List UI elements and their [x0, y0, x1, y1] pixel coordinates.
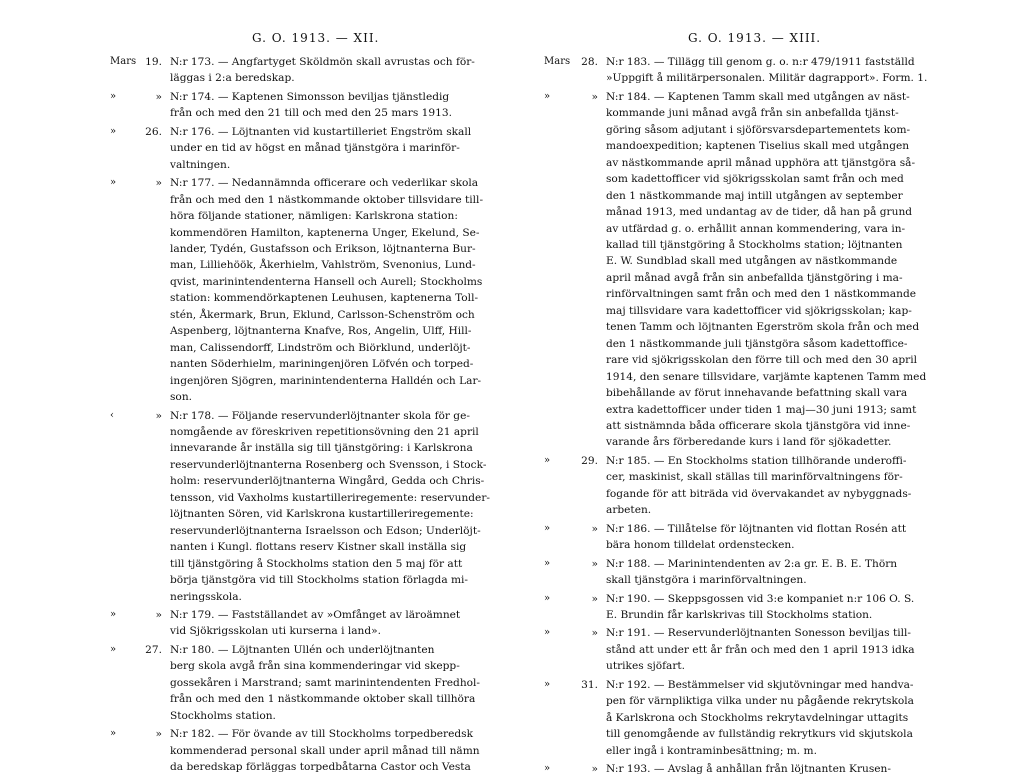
- order-entry: [0, 89, 538, 122]
- entry-text-line: till tjänstgöring å Stockholms station den 5 maj för att: [170, 557, 463, 570]
- order-entry: [538, 89, 1024, 451]
- entry-text-line: nomgående av föreskriven repetitionsövning den 21 april: [170, 425, 479, 438]
- entry-text-line: N:r 179. — Fastställandet av »Omfånget av läroämnet: [170, 608, 461, 621]
- entry-text-line: N:r 188. — Marinintendenten av 2:a gr. E. B. E. Thörn: [606, 557, 898, 570]
- entry-date: »: [155, 409, 162, 422]
- entry-text-line: reservunderlöjtnanterna Israelsson och Edson; Underlöjt-: [170, 524, 481, 537]
- entry-list: [0, 54, 538, 775]
- entry-text-line: kommenderad personal skall under april månad till nämn: [170, 744, 480, 757]
- entry-date: »: [155, 177, 162, 190]
- entry-text-line: nanten i Kungl. flottans reserv Kistner skall inställa sig: [170, 541, 467, 554]
- entry-month: »: [110, 177, 117, 189]
- entry-text-line: qvist, marinintendenterna Hansell och Aurell; Stockholms: [170, 275, 483, 288]
- entry-text-line: bibehållande av förut innehavande befattning skall vara: [606, 387, 908, 400]
- entry-text-line: valtningen.: [170, 158, 231, 171]
- entry-text-line: från och med den 1 nästkommande oktober tillsvidare till-: [170, 193, 484, 206]
- entry-text-line: N:r 183. — Tillägg till genom g. o. n:r 479/1911 fastställd: [606, 56, 915, 68]
- entry-text-line: N:r 192. — Bestämmelser vid skjutövningar med handva-: [606, 678, 914, 691]
- entry-text-line: innevarande år inställa sig till tjänstgöring: i Karlskrona: [170, 442, 473, 455]
- entry-text-line: Stockholms station.: [170, 709, 276, 722]
- entry-text-line: från och med den 21 till och med den 25 mars 1913.: [170, 107, 452, 120]
- entry-month: »: [544, 763, 551, 775]
- entry-text-line: ingenjören Sjögren, marinintendenterna Halldén och Lar-: [170, 374, 482, 387]
- entry-month: »: [544, 557, 551, 569]
- right-page: [538, 0, 1024, 778]
- entry-text-line: kommande juni månad avgå från sin anbefallda tjänst-: [606, 107, 899, 120]
- entry-list: [538, 54, 1024, 777]
- entry-date: 28.: [581, 56, 598, 68]
- order-entry: [0, 607, 538, 640]
- order-entry: [538, 556, 1024, 589]
- entry-text-line: N:r 182. — För övande av till Stockholms torpedberedsk: [170, 728, 474, 741]
- entry-text-line: läggas i 2:a beredskap.: [170, 72, 295, 85]
- entry-text-line: börja tjänstgöra vid till Stockholms station förlagda mi-: [170, 574, 469, 587]
- entry-text-line: tenen Tamm och löjtnanten Egerström skola från och med: [606, 321, 920, 334]
- entry-month: »: [110, 643, 117, 655]
- entry-text-line: maj tillsvidare vara kadettofficer vid sjökrigsskolan; kap-: [606, 304, 912, 317]
- entry-text-line: från och med den 1 nästkommande oktober skall tillhöra: [170, 693, 476, 706]
- entry-text-line: E. W. Sundblad skall med utgången av nästkommande: [606, 255, 898, 268]
- entry-text-line: stånd att under ett år från och med den 1 april 1913 idka: [606, 643, 915, 656]
- order-entry: [0, 175, 538, 405]
- entry-text-line: reservunderlöjtnanterna Rosenberg och Svensson, i Stock-: [170, 458, 487, 471]
- entry-text-line: N:r 185. — En Stockholms station tillhörande underoffi-: [606, 454, 907, 467]
- entry-text-line: den 1 nästkommande juli tjänstgöra såsom kadettoffice-: [606, 337, 908, 350]
- entry-text-line: göring såsom adjutant i sjöförsvarsdepartementets kom-: [606, 123, 911, 136]
- entry-text-line: å Karlskrona och Stockholms rekrytavdelningar uttagits: [606, 711, 909, 724]
- entry-month: »: [544, 592, 551, 604]
- entry-text-line: arbeten.: [606, 504, 652, 517]
- entry-text-line: N:r 193. — Avslag å anhållan från löjtnanten Krusen-: [606, 763, 891, 776]
- entry-text-line: N:r 186. — Tillåtelse för löjtnanten vid flottan Rosén att: [606, 522, 907, 535]
- entry-date: 29.: [581, 454, 598, 467]
- entry-text-line: pen för värnpliktiga vilka under nu pågående rekrytskola: [606, 695, 914, 708]
- entry-date: »: [591, 557, 598, 570]
- entry-date: »: [155, 90, 162, 103]
- order-entry: [538, 625, 1024, 674]
- entry-text-line: berg skola avgå från sina kommenderingar vid skepp-: [170, 660, 460, 673]
- entry-text-line: som kadettofficer vid sjökrigsskolan samt från och med: [606, 173, 904, 186]
- entry-text-line: rare vid sjökrigsskolan den förre till och med den 30 april: [606, 354, 918, 367]
- entry-text-line: rinförvaltningen samt från och med den 1 nästkommande: [606, 288, 916, 301]
- entry-text-line: N:r 191. — Reservunderlöjtnanten Sonesson beviljas till-: [606, 627, 911, 640]
- order-entry: [538, 591, 1024, 624]
- entry-month: »: [110, 728, 117, 740]
- entry-text-line: E. Brundin får karlskrivas till Stockholms station.: [606, 608, 873, 621]
- entry-text-line: utrikes sjöfart.: [606, 660, 686, 673]
- entry-text-line: cer, maskinist, skall ställas till marinförvaltningens för-: [606, 471, 903, 484]
- entry-text-line: »Uppgift å militärpersonalen. Militär dagrapport». Form. 1.: [606, 72, 928, 85]
- entry-text-line: av nästkommande april månad upphöra att tjänstgöra så-: [606, 156, 916, 169]
- entry-text-line: holm: reservunderlöjtnanterna Wingård, Gedda och Chris-: [170, 475, 485, 488]
- entry-month: Mars: [544, 56, 571, 67]
- order-entry: [0, 642, 538, 724]
- entry-date: 19.: [145, 56, 162, 68]
- entry-text-line: april månad avgå från sin anbefallda tjänstgöring i ma-: [606, 271, 903, 284]
- entry-text-line: månad 1913, med undantag av de tider, då han på grund: [606, 206, 913, 219]
- entry-month: »: [110, 90, 117, 102]
- entry-text-line: att sistnämnda båda officerare skola tjänstgöra vid inne-: [606, 419, 911, 432]
- entry-text-line: vid Sjökrigsskolan uti kurserna i land».: [170, 625, 381, 638]
- entry-text-line: man, Calissendorff, Lindström och Biörklund, underlöjt-: [170, 341, 471, 354]
- entry-text-line: nanten Söderhielm, mariningenjören Löfvén och torped-: [170, 358, 474, 371]
- entry-date: »: [591, 522, 598, 535]
- page-header: G. O. 1913. — XII.: [252, 31, 380, 45]
- entry-text-line: mandoexpedition; kaptenen Tiselius skall med utgången: [606, 140, 910, 153]
- order-entry: [538, 54, 1024, 87]
- entry-text-line: till genomgående av fullständig rekrytkurs vid skjutskola: [606, 728, 913, 741]
- order-entry: [538, 521, 1024, 554]
- entry-date: 31.: [581, 678, 598, 691]
- entry-text-line: N:r 178. — Följande reservunderlöjtnanter skola för ge-: [170, 409, 470, 422]
- order-entry: [538, 677, 1024, 759]
- entry-text-line: kallad till tjänstgöring å Stockholms station; löjtnanten: [606, 238, 903, 251]
- order-entry: [0, 54, 538, 87]
- entry-month: »: [544, 90, 551, 102]
- entry-text-line: N:r 177. — Nedannämnda officerare och vederlikar skola: [170, 177, 479, 190]
- entry-text-line: den 1 nästkommande maj intill utgången av september: [606, 189, 903, 202]
- entry-month: »: [544, 454, 551, 466]
- entry-month: ‹: [110, 409, 114, 421]
- entry-text-line: tensson, vid Vaxholms kustartilleriregemente: reservunder-: [170, 491, 490, 504]
- entry-month: »: [544, 678, 551, 690]
- entry-text-line: höra följande stationer, nämligen: Karlskrona station:: [170, 210, 458, 223]
- entry-text-line: man, Lilliehöök, Åkerhielm, Vahlström, Svenonius, Lund-: [170, 259, 476, 272]
- entry-text-line: da beredskap förläggas torpedbåtarna Castor och Vesta: [170, 761, 471, 774]
- entry-month: »: [110, 125, 117, 137]
- entry-text-line: skall tjänstgöra i marinförvaltningen.: [606, 574, 807, 587]
- entry-text-line: son.: [170, 391, 193, 404]
- entry-text-line: av utfärdad g. o. erhållit annan kommendering, vara in-: [606, 222, 906, 235]
- entry-date: 27.: [145, 643, 162, 656]
- order-entry: [0, 124, 538, 173]
- entry-date: »: [155, 728, 162, 741]
- entry-text-line: N:r 190. — Skeppsgossen vid 3:e kompaniet n:r 106 O. S.: [606, 592, 915, 605]
- entry-text-line: neringsskola.: [170, 590, 242, 603]
- entry-text-line: bära honom tilldelat ordenstecken.: [606, 539, 795, 552]
- entry-text-line: extra kadettofficer under tiden 1 maj—30 juni 1913; samt: [606, 403, 917, 416]
- entry-text-line: 1914, den senare tillsvidare, varjämte kaptenen Tamm med: [606, 370, 927, 383]
- order-entry: [538, 761, 1024, 777]
- entry-text-line: kommendören Hamilton, kaptenerna Unger, Ekelund, Se-: [170, 226, 480, 239]
- entry-text-line: station: kommendörkaptenen Leuhusen, kaptenerna Toll-: [170, 292, 479, 305]
- page-header: G. O. 1913. — XIII.: [688, 31, 822, 45]
- entry-text-line: Aspenberg, löjtnanterna Knafve, Ros, Angelin, Ulff, Hill-: [170, 325, 472, 338]
- entry-month: »: [110, 608, 117, 620]
- order-entry: [538, 453, 1024, 519]
- entry-date: »: [591, 627, 598, 640]
- entry-text-line: under en tid av högst en månad tjänstgöra i marinför-: [170, 142, 460, 155]
- entry-month: »: [544, 627, 551, 639]
- entry-text-line: varande års förberedande kurs i land för sjökadetter.: [606, 436, 892, 449]
- entry-month: »: [544, 522, 551, 534]
- order-entry: [0, 726, 538, 775]
- entry-text-line: fogande för att biträda vid övervakandet av nybyggnads-: [606, 487, 912, 500]
- entry-text-line: N:r 176. — Löjtnanten vid kustartilleriet Engström skall: [170, 125, 472, 138]
- entry-text-line: stén, Åkermark, Brun, Eklund, Carlsson-Schenström och: [170, 308, 475, 321]
- order-entry: [0, 408, 538, 605]
- entry-text-line: eller ingå i kontraminbesättning; m. m.: [606, 744, 817, 757]
- entry-text-line: lander, Tydén, Gustafsson och Erikson, löjtnanterna Bur-: [170, 242, 476, 255]
- entry-text-line: löjtnanten Sören, vid Karlskrona kustartilleriregemente:: [170, 508, 474, 521]
- entry-month: Mars: [110, 56, 137, 67]
- entry-text-line: N:r 174. — Kaptenen Simonsson beviljas tjänstledig: [170, 90, 450, 103]
- entry-date: »: [591, 90, 598, 103]
- entry-text-line: N:r 184. — Kaptenen Tamm skall med utgången av näst-: [606, 90, 910, 103]
- entry-text-line: N:r 180. — Löjtnanten Ullén och underlöjtnanten: [170, 643, 435, 656]
- entry-date: »: [155, 608, 162, 621]
- entry-text-line: N:r 173. — Angfartyget Sköldmön skall avrustas och för-: [170, 56, 475, 68]
- entry-date: »: [591, 763, 598, 776]
- entry-text-line: gossekåren i Marstrand; samt marinintendenten Fredhol-: [170, 676, 481, 689]
- entry-date: »: [591, 592, 598, 605]
- entry-date: 26.: [145, 125, 162, 138]
